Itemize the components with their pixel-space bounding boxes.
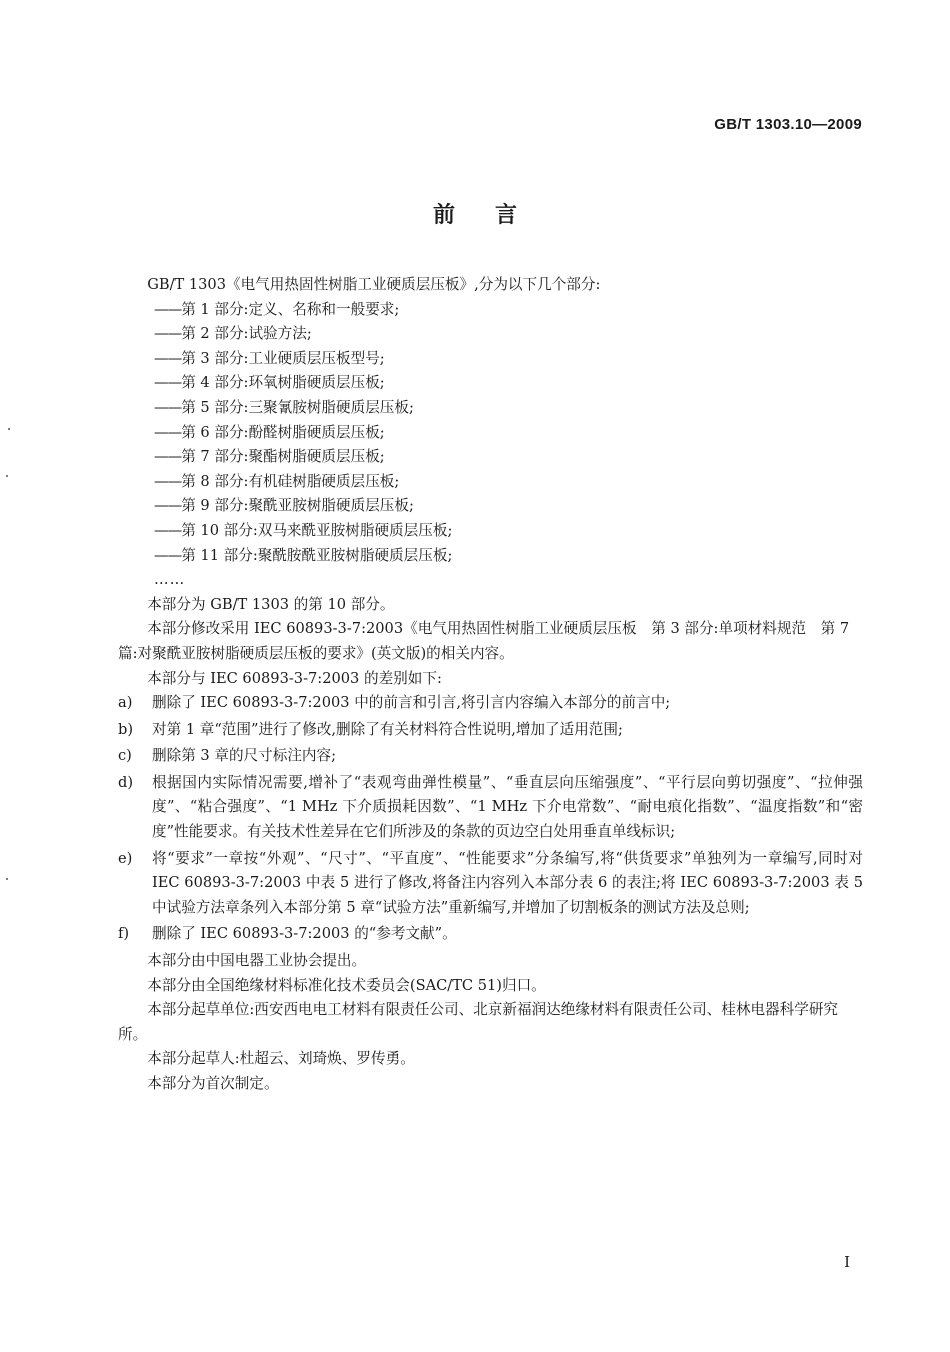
item-text: 对第 1 章“范围”进行了修改,删除了有关材料符合性说明,增加了适用范围; — [152, 720, 623, 738]
page-title: 前言 — [432, 203, 557, 228]
ellipsis: …… — [154, 571, 186, 589]
scan-speck — [6, 878, 8, 880]
dash-mark: —— — [154, 546, 182, 564]
part-of-paragraph: 本部分为 GB/T 1303 的第 10 部分。 — [147, 595, 395, 613]
difference-item — [118, 771, 863, 845]
item-label: d) — [118, 773, 134, 791]
difference-item — [118, 718, 863, 743]
standard-number: GB/T 1303.10—2009 — [714, 116, 862, 133]
item-label: f) — [118, 925, 130, 943]
list-item: ——第 10 部分:双马来酰亚胺树脂硬质层压板; — [154, 521, 453, 539]
list-item: ——第 11 部分:聚酰胺酰亚胺树脂硬质层压板; — [154, 546, 453, 564]
differences-intro: 本部分与 IEC 60893-3-7:2003 的差别如下: — [147, 669, 442, 687]
list-item: ——第 3 部分:工业硬质层压板型号; — [154, 349, 385, 367]
list-item: ——第 7 部分:聚酯树脂硬质层压板; — [154, 448, 385, 466]
difference-item — [118, 922, 863, 947]
dash-mark: —— — [154, 300, 182, 318]
dash-mark: —— — [154, 374, 182, 392]
drafters: 本部分起草人:杜超云、刘琦焕、罗传勇。 — [147, 1050, 415, 1068]
item-text: 删除了 IEC 60893-3-7:2003 中的前言和引言,将引言内容编入本部分的前言中; — [152, 694, 671, 712]
differences-list — [118, 691, 863, 947]
intro-paragraph: GB/T 1303《电气用热固性树脂工业硬质层压板》,分为以下几个部分: — [147, 276, 601, 293]
dash-mark: —— — [154, 521, 182, 539]
parts-list — [118, 298, 863, 593]
list-item: ——第 6 部分:酚醛树脂硬质层压板; — [154, 423, 385, 441]
dash-mark: —— — [154, 398, 182, 416]
dash-mark: —— — [154, 472, 182, 490]
scan-speck — [8, 428, 10, 430]
list-item: ——第 9 部分:聚酰亚胺树脂硬质层压板; — [154, 497, 414, 515]
list-item: ——第 4 部分:环氧树脂硬质层压板; — [154, 374, 385, 392]
item-text: 删除第 3 章的尺寸标注内容; — [152, 747, 337, 765]
first-edition: 本部分为首次制定。 — [147, 1075, 279, 1092]
dash-mark: —— — [154, 423, 182, 441]
scan-speck — [6, 475, 8, 477]
list-item: ——第 2 部分:试验方法; — [154, 325, 312, 343]
managed-by: 本部分由全国绝缘材料标准化技术委员会(SAC/TC 51)归口。 — [147, 976, 546, 994]
item-text: 将“要求”一章按“外观”、“尺寸”、“平直度”、“性能要求”分条编写,将“供货要求”单独列为一章编写,同时对 IEC 60893-3-7:2003 中表 5 进行了修改,将备注内容列入本部分表 6 的表注;将 IEC 60893-3-7:2003 表 5 中试验方法章条列入本部分第 5 章“试验方法”重新编写,并增加了切割板条的测试方法及总则; — [152, 849, 863, 916]
difference-item — [118, 847, 863, 921]
dash-mark: —— — [154, 325, 182, 343]
item-text: 删除了 IEC 60893-3-7:2003 的“参考文献”。 — [152, 925, 457, 943]
item-label: c) — [118, 747, 132, 765]
foreword-body — [118, 273, 863, 1097]
page-number: I — [844, 1253, 850, 1271]
item-label: b) — [118, 720, 134, 738]
list-item: ——第 8 部分:有机硅树脂硬质层压板; — [154, 472, 400, 490]
difference-item — [118, 744, 863, 769]
dash-mark: —— — [154, 448, 182, 466]
difference-item — [118, 691, 863, 716]
list-item: ——第 5 部分:三聚氰胺树脂硬质层压板; — [154, 398, 414, 416]
item-text: 根据国内实际情况需要,增补了“表观弯曲弹性模量”、“垂直层向压缩强度”、“平行层向剪切强度”、“拉伸强度”、“粘合强度”、“1 MHz 下介质损耗因数”、“1 MHz 下介电常数”、“耐电痕化指数”、“温度指数”和“密度”性能要求。有关技术性差异在它们所涉及的条款的页边空白处用垂直单线标识; — [152, 773, 864, 841]
dash-mark: —— — [154, 349, 182, 367]
proposed-by: 本部分由中国电器工业协会提出。 — [147, 952, 367, 970]
drafting-units: 本部分起草单位:西安西电电工材料有限责任公司、北京新福润达绝缘材料有限责任公司、桂林电器科学研究所。 — [118, 1001, 839, 1043]
adoption-paragraph: 本部分修改采用 IEC 60893-3-7:2003《电气用热固性树脂工业硬质层压板 第 3 部分:单项材料规范 第 7 篇:对聚酰亚胺树脂硬质层压板的要求》(英文版)的相关内容。 — [118, 620, 850, 662]
dash-mark: —— — [154, 497, 182, 515]
item-label: e) — [118, 849, 133, 867]
list-item: ——第 1 部分:定义、名称和一般要求; — [154, 300, 400, 318]
item-label: a) — [118, 694, 133, 712]
